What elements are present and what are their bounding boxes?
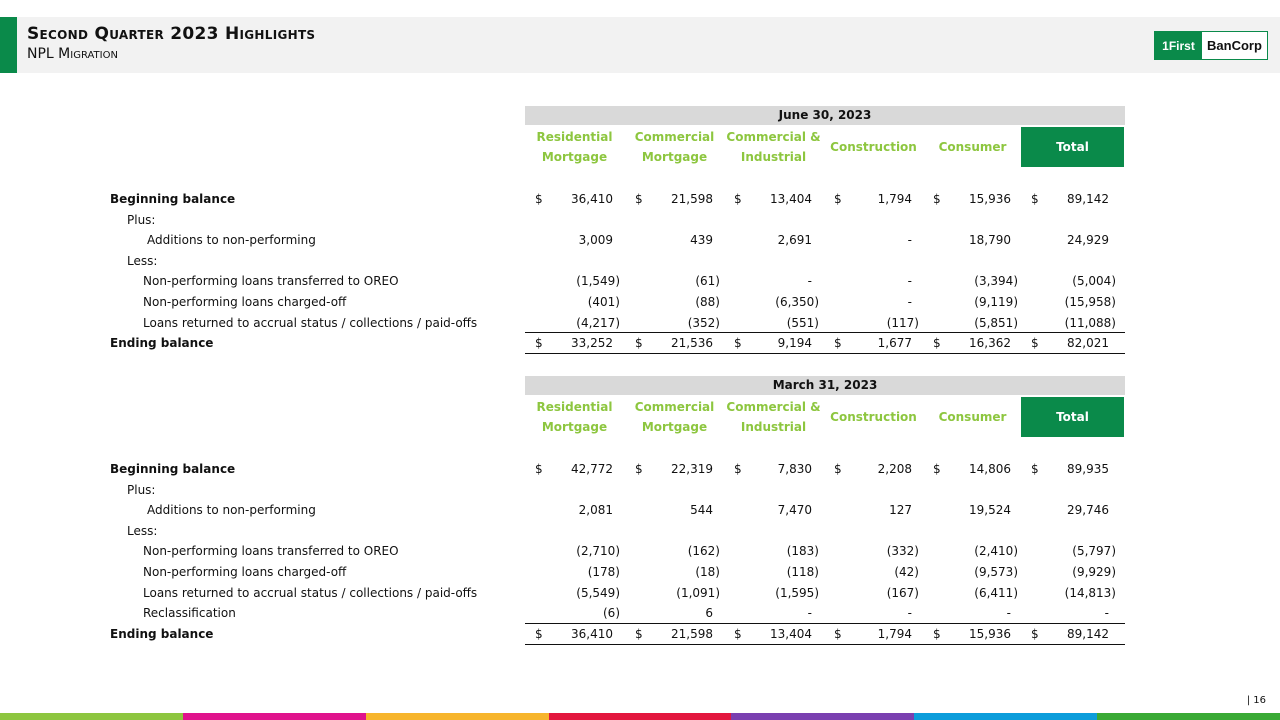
row-label: Reclassification [143, 606, 236, 621]
table-row [0, 521, 1280, 541]
value-cell [724, 313, 823, 333]
cell-value: 21,598 [671, 192, 713, 206]
value-cell [1021, 500, 1120, 520]
cell-value: (4,217) [576, 315, 620, 330]
dollar-sign: $ [535, 336, 543, 351]
cell-value: (6,350) [775, 295, 819, 309]
value-cell [824, 271, 923, 291]
cell-value: (88) [695, 295, 720, 309]
cell-value: 544 [690, 503, 713, 518]
dollar-sign: $ [933, 336, 941, 351]
value-cell [625, 562, 724, 582]
value-cell [525, 541, 624, 561]
cell-value: 89,935 [1067, 462, 1109, 476]
page-title: Second Quarter 2023 Highlights [27, 24, 316, 44]
dollar-sign: $ [933, 462, 941, 476]
value-cell [824, 624, 923, 644]
value-cell [824, 459, 923, 479]
dollar-sign: $ [933, 192, 941, 206]
dollar-sign: $ [1031, 336, 1039, 351]
cell-value: - [807, 606, 812, 621]
cell-value: (3,394) [974, 274, 1018, 289]
table-row [0, 541, 1280, 561]
footer-color-segment [183, 713, 366, 720]
table-row [0, 333, 1280, 353]
table-row [0, 230, 1280, 250]
row-label: Loans returned to accrual status / collections / paid-offs [143, 315, 478, 330]
value-cell [824, 500, 923, 520]
value-cell [724, 562, 823, 582]
cell-value: 36,410 [571, 626, 613, 641]
cell-value: 89,142 [1067, 192, 1109, 206]
table-row [0, 624, 1280, 644]
cell-value: - [1006, 606, 1011, 621]
cell-value: (551) [786, 315, 819, 330]
cell-value: (9,929) [1072, 565, 1116, 579]
row-label: Ending balance [110, 336, 214, 351]
value-cell [1021, 459, 1120, 479]
table-row [0, 189, 1280, 209]
row-label: Non-performing loans charged-off [143, 565, 347, 579]
cell-value: (11,088) [1064, 315, 1116, 330]
value-cell [824, 189, 923, 209]
dollar-sign: $ [635, 336, 643, 351]
dollar-sign: $ [734, 626, 742, 641]
row-label: Less: [127, 253, 158, 268]
column-header: Construction [830, 140, 917, 154]
table-row [0, 292, 1280, 312]
dollar-sign: $ [834, 336, 842, 351]
cell-value: - [807, 274, 812, 289]
footer-color-segment [366, 713, 549, 720]
logo-right: BanCorp [1202, 32, 1267, 59]
row-label: Beginning balance [110, 192, 236, 206]
table-row [0, 500, 1280, 520]
value-cell [923, 459, 1022, 479]
value-cell [923, 541, 1022, 561]
cell-value: 24,929 [1067, 233, 1109, 248]
cell-value: (2,410) [974, 544, 1018, 559]
table-row [0, 251, 1280, 271]
value-cell [625, 230, 724, 250]
footer-color-segment [549, 713, 732, 720]
column-header: Commercial & Industrial [726, 130, 821, 164]
value-cell [923, 624, 1022, 644]
value-cell [724, 333, 823, 353]
value-cell [1021, 624, 1120, 644]
table-row [0, 210, 1280, 230]
cell-value: 1,677 [877, 336, 912, 351]
cell-value: 2,081 [578, 503, 613, 518]
cell-value: 6 [705, 606, 713, 621]
cell-value: 18,790 [969, 233, 1011, 248]
row-label: Additions to non-performing [147, 233, 316, 248]
value-cell [724, 459, 823, 479]
cell-value: 13,404 [770, 192, 812, 206]
dollar-sign: $ [535, 462, 543, 476]
cell-value: (18) [695, 565, 720, 579]
cell-value: (15,958) [1064, 295, 1116, 309]
value-cell [724, 271, 823, 291]
table-row [0, 583, 1280, 603]
value-cell [724, 292, 823, 312]
value-cell [824, 230, 923, 250]
row-label: Plus: [127, 482, 156, 497]
value-cell [625, 500, 724, 520]
table-row [0, 313, 1280, 333]
dollar-sign: $ [834, 626, 842, 641]
cell-value: 19,524 [969, 503, 1011, 518]
cell-value: 82,021 [1067, 336, 1109, 351]
column-header: Commercial Mortgage [634, 130, 715, 164]
cell-value: 16,362 [969, 336, 1011, 351]
footer-color-segment [1097, 713, 1280, 720]
cell-value: (1,549) [576, 274, 620, 289]
column-header: Consumer [938, 410, 1007, 424]
row-label: Loans returned to accrual status / collections / paid-offs [143, 585, 478, 600]
dollar-sign: $ [834, 192, 842, 206]
row-label: Non-performing loans charged-off [143, 295, 347, 309]
value-cell [1021, 562, 1120, 582]
title-accent [0, 17, 17, 73]
value-cell [625, 313, 724, 333]
footer-color-segment [731, 713, 914, 720]
table-row [0, 562, 1280, 582]
cell-value: 42,772 [571, 462, 613, 476]
cell-value: (118) [786, 565, 819, 579]
dollar-sign: $ [635, 192, 643, 206]
cell-value: 21,598 [671, 626, 713, 641]
value-cell [923, 583, 1022, 603]
cell-value: 7,830 [777, 462, 812, 476]
value-cell [525, 624, 624, 644]
cell-value: (117) [886, 315, 919, 330]
total-rule-top [525, 332, 1125, 333]
cell-value: (9,119) [974, 295, 1018, 309]
cell-value: (178) [587, 565, 620, 579]
cell-value: (1,091) [676, 585, 720, 600]
dollar-sign: $ [834, 462, 842, 476]
cell-value: (5,797) [1072, 544, 1116, 559]
value-cell [1021, 189, 1120, 209]
cell-value: (42) [894, 565, 919, 579]
cell-value: (167) [886, 585, 919, 600]
value-cell [1021, 603, 1120, 623]
value-cell [923, 313, 1022, 333]
value-cell [625, 541, 724, 561]
row-label: Ending balance [110, 626, 214, 641]
value-cell [923, 189, 1022, 209]
cell-value: 7,470 [777, 503, 812, 518]
period-header: June 30, 2023 [525, 106, 1125, 125]
value-cell [824, 541, 923, 561]
value-cell [525, 500, 624, 520]
value-cell [1021, 313, 1120, 333]
cell-value: 127 [889, 503, 912, 518]
value-cell [625, 189, 724, 209]
cell-value: (5,549) [576, 585, 620, 600]
value-cell [724, 500, 823, 520]
value-cell [923, 603, 1022, 623]
cell-value: (352) [687, 315, 720, 330]
value-cell [625, 459, 724, 479]
value-cell [923, 333, 1022, 353]
period-header: March 31, 2023 [525, 376, 1125, 395]
value-cell [923, 271, 1022, 291]
value-cell [824, 333, 923, 353]
logo-left: 1First [1155, 32, 1202, 59]
cell-value: 15,936 [969, 626, 1011, 641]
value-cell [824, 603, 923, 623]
column-header: Residential Mortgage [536, 400, 613, 434]
page-subtitle: NPL Migration [27, 46, 118, 62]
cell-value: - [907, 295, 912, 309]
cell-value: 2,208 [877, 462, 912, 476]
value-cell [824, 583, 923, 603]
dollar-sign: $ [1031, 626, 1039, 641]
value-cell [525, 562, 624, 582]
value-cell [824, 562, 923, 582]
total-rule-bottom [525, 644, 1125, 645]
column-header: Commercial & Industrial [726, 400, 821, 434]
cell-value: 22,319 [671, 462, 713, 476]
dollar-sign: $ [734, 192, 742, 206]
value-cell [625, 624, 724, 644]
value-cell [724, 624, 823, 644]
value-cell [923, 562, 1022, 582]
column-header: Consumer [938, 140, 1007, 154]
table-row [0, 459, 1280, 479]
cell-value: - [1104, 606, 1109, 621]
value-cell [625, 583, 724, 603]
cell-value: 21,536 [671, 336, 713, 351]
cell-value: (2,710) [576, 544, 620, 559]
value-cell [625, 292, 724, 312]
value-cell [625, 271, 724, 291]
value-cell [724, 583, 823, 603]
cell-value: (9,573) [974, 565, 1018, 579]
value-cell [1021, 271, 1120, 291]
dollar-sign: $ [635, 462, 643, 476]
dollar-sign: $ [1031, 462, 1039, 476]
column-header: Total [1021, 397, 1124, 437]
cell-value: (332) [886, 544, 919, 559]
cell-value: 13,404 [770, 626, 812, 641]
dollar-sign: $ [734, 336, 742, 351]
cell-value: 3,009 [578, 233, 613, 248]
value-cell [724, 603, 823, 623]
cell-value: - [907, 274, 912, 289]
row-label: Beginning balance [110, 462, 236, 476]
dollar-sign: $ [734, 462, 742, 476]
cell-value: (401) [587, 295, 620, 309]
value-cell [525, 603, 624, 623]
value-cell [525, 583, 624, 603]
value-cell [1021, 583, 1120, 603]
column-header: Total [1021, 127, 1124, 167]
cell-value: (6,411) [974, 585, 1018, 600]
value-cell [525, 459, 624, 479]
value-cell [1021, 541, 1120, 561]
column-header: Construction [830, 410, 917, 424]
cell-value: (5,851) [974, 315, 1018, 330]
value-cell [525, 230, 624, 250]
cell-value: 1,794 [877, 192, 912, 206]
value-cell [824, 313, 923, 333]
value-cell [525, 271, 624, 291]
cell-value: 2,691 [777, 233, 812, 248]
cell-value: 36,410 [571, 192, 613, 206]
cell-value: 33,252 [571, 336, 613, 351]
dollar-sign: $ [535, 626, 543, 641]
value-cell [625, 333, 724, 353]
cell-value: 15,936 [969, 192, 1011, 206]
cell-value: - [907, 606, 912, 621]
cell-value: (61) [695, 274, 720, 289]
footer-color-segment [0, 713, 183, 720]
cell-value: 14,806 [969, 462, 1011, 476]
value-cell [525, 313, 624, 333]
column-header: Residential Mortgage [536, 130, 613, 164]
table-row [0, 603, 1280, 623]
row-label: Additions to non-performing [147, 503, 316, 518]
dollar-sign: $ [1031, 192, 1039, 206]
cell-value: 89,142 [1067, 626, 1109, 641]
dollar-sign: $ [635, 626, 643, 641]
column-header: Commercial Mortgage [634, 400, 715, 434]
cell-value: 439 [690, 233, 713, 248]
cell-value: (162) [687, 544, 720, 559]
value-cell [525, 333, 624, 353]
value-cell [724, 189, 823, 209]
cell-value: (14,813) [1064, 585, 1116, 600]
value-cell [1021, 333, 1120, 353]
table-row [0, 480, 1280, 500]
row-label: Non-performing loans transferred to OREO [143, 544, 399, 559]
footer-color-strip [0, 713, 1280, 720]
value-cell [824, 292, 923, 312]
cell-value: 9,194 [777, 336, 812, 351]
cell-value: 29,746 [1067, 503, 1109, 518]
cell-value: 1,794 [877, 626, 912, 641]
total-rule-top [525, 623, 1125, 624]
value-cell [1021, 230, 1120, 250]
value-cell [724, 541, 823, 561]
value-cell [923, 292, 1022, 312]
value-cell [923, 230, 1022, 250]
value-cell [625, 603, 724, 623]
page-number: | 16 [1246, 695, 1266, 706]
dollar-sign: $ [535, 192, 543, 206]
value-cell [724, 230, 823, 250]
value-cell [525, 292, 624, 312]
dollar-sign: $ [933, 626, 941, 641]
cell-value: (183) [786, 544, 819, 559]
table-row [0, 271, 1280, 291]
value-cell [1021, 292, 1120, 312]
row-label: Non-performing loans transferred to OREO [143, 274, 399, 289]
row-label: Less: [127, 523, 158, 538]
row-label: Plus: [127, 212, 156, 227]
footer-color-segment [914, 713, 1097, 720]
company-logo [1154, 31, 1268, 60]
value-cell [923, 500, 1022, 520]
cell-value: (6) [603, 606, 620, 621]
cell-value: - [907, 233, 912, 248]
cell-value: (1,595) [775, 585, 819, 600]
total-rule-bottom [525, 353, 1125, 354]
value-cell [525, 189, 624, 209]
cell-value: (5,004) [1072, 274, 1116, 289]
